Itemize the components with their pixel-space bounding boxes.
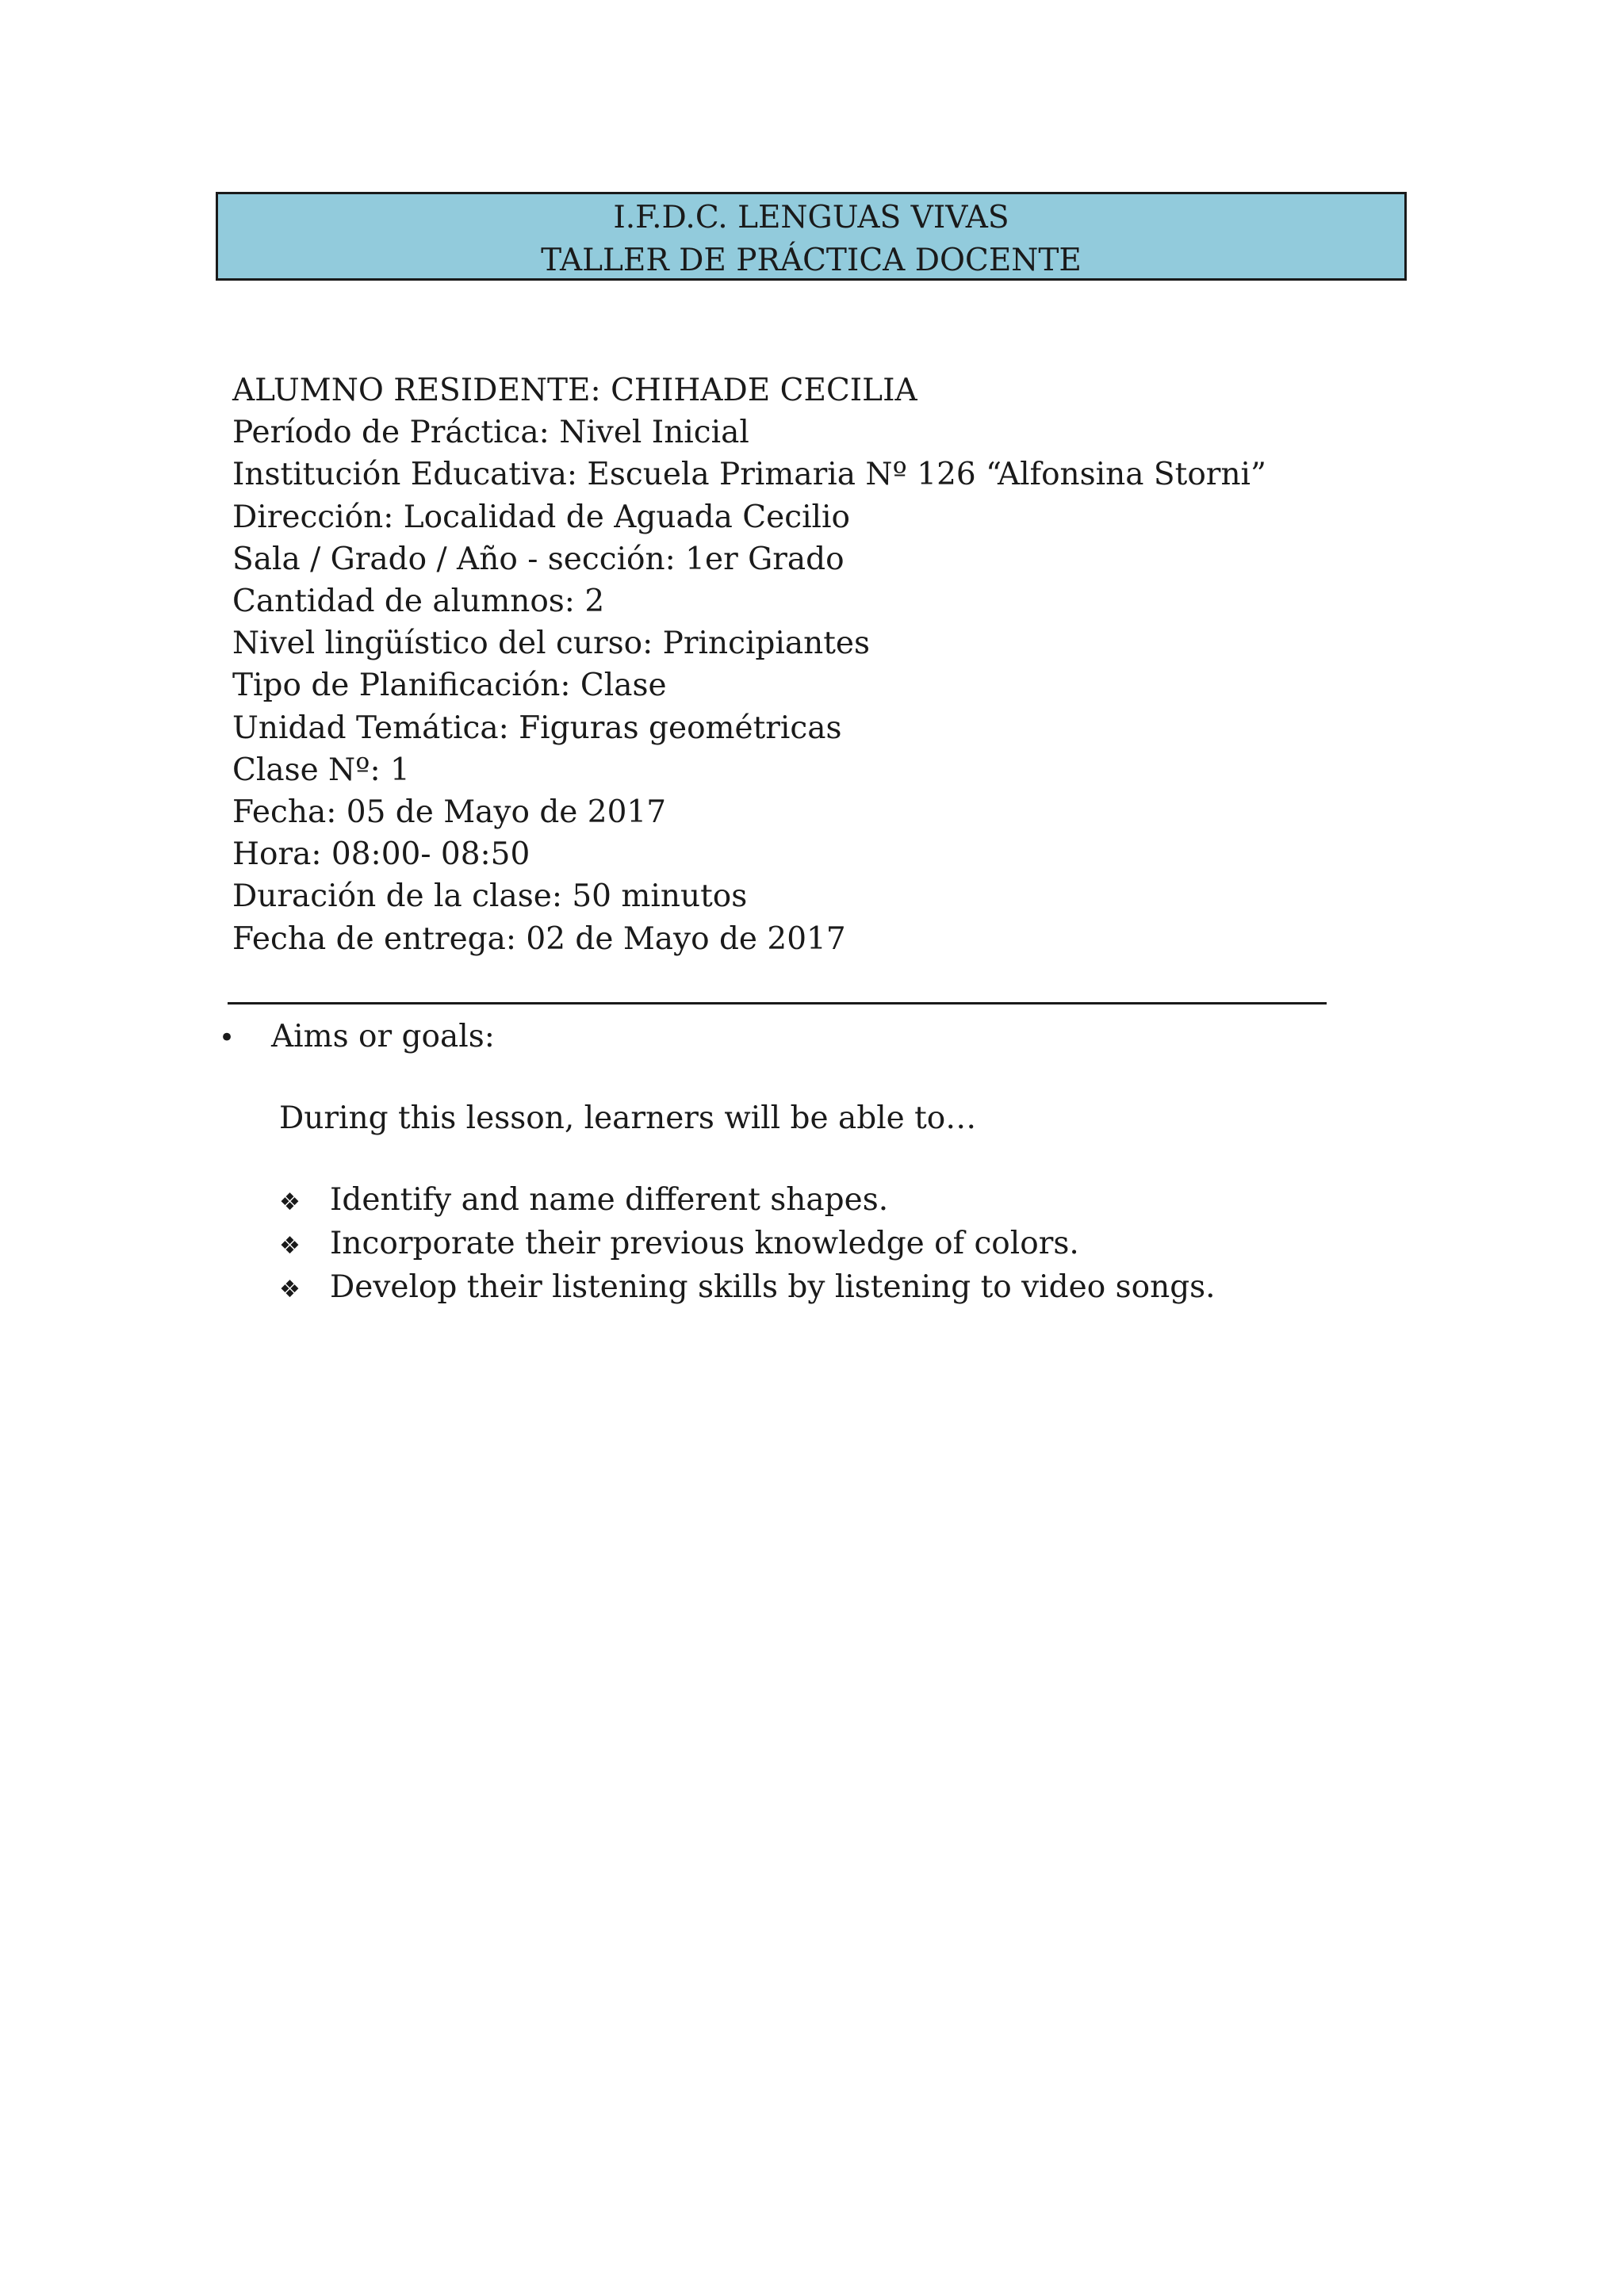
info-plan-type: Tipo de Planificación: Clase [232,668,667,704]
info-grade: Sala / Grado / Año - sección: 1er Grado [232,541,845,577]
info-duration: Duración de la clase: 50 minutos [232,878,748,915]
info-date: Fecha: 05 de Mayo de 2017 [232,794,667,831]
list-item [279,1267,1216,1311]
info-time: Hora: 08:00- 08:50 [232,836,530,873]
info-period: Período de Práctica: Nivel Inicial [232,415,749,451]
aims-heading: Aims or goals: [271,1019,495,1054]
objective-text: Develop their listening skills by listening to video songs. [330,1269,1216,1305]
lesson-info [232,369,1266,960]
info-institution: Institución Educativa: Escuela Primaria Nº 126 “Alfonsina Storni” [232,457,1266,493]
header-box [216,192,1407,281]
info-student-count: Cantidad de alumnos: 2 [232,584,605,620]
diamond-bullet-icon: ❖ [279,1232,301,1260]
bullet-icon: • [219,1022,236,1054]
objective-text: Identify and name different shapes. [330,1182,889,1218]
info-class-number: Clase Nº: 1 [232,752,410,788]
list-item [279,1180,1216,1223]
objective-text: Incorporate their previous knowledge of colors. [330,1226,1079,1261]
info-delivery-date: Fecha de entrega: 02 de Mayo de 2017 [232,920,846,957]
info-student: ALUMNO RESIDENTE: CHIHADE CECILIA [232,373,917,408]
diamond-bullet-icon: ❖ [279,1276,301,1303]
section-divider [228,1002,1327,1004]
objectives-list [279,1180,1216,1311]
institution-title: I.F.D.C. LENGUAS VIVAS [613,200,1009,235]
info-level: Nivel lingüístico del curso: Principiantes [232,626,870,662]
info-unit: Unidad Temática: Figuras geométricas [232,710,842,746]
workshop-title: TALLER DE PRÁCTICA DOCENTE [541,243,1082,278]
list-item [279,1223,1216,1267]
aims-intro: During this lesson, learners will be able to… [279,1100,977,1136]
info-address: Dirección: Localidad de Aguada Cecilio [232,499,850,535]
diamond-bullet-icon: ❖ [279,1188,301,1216]
aims-heading-row [219,1016,495,1059]
